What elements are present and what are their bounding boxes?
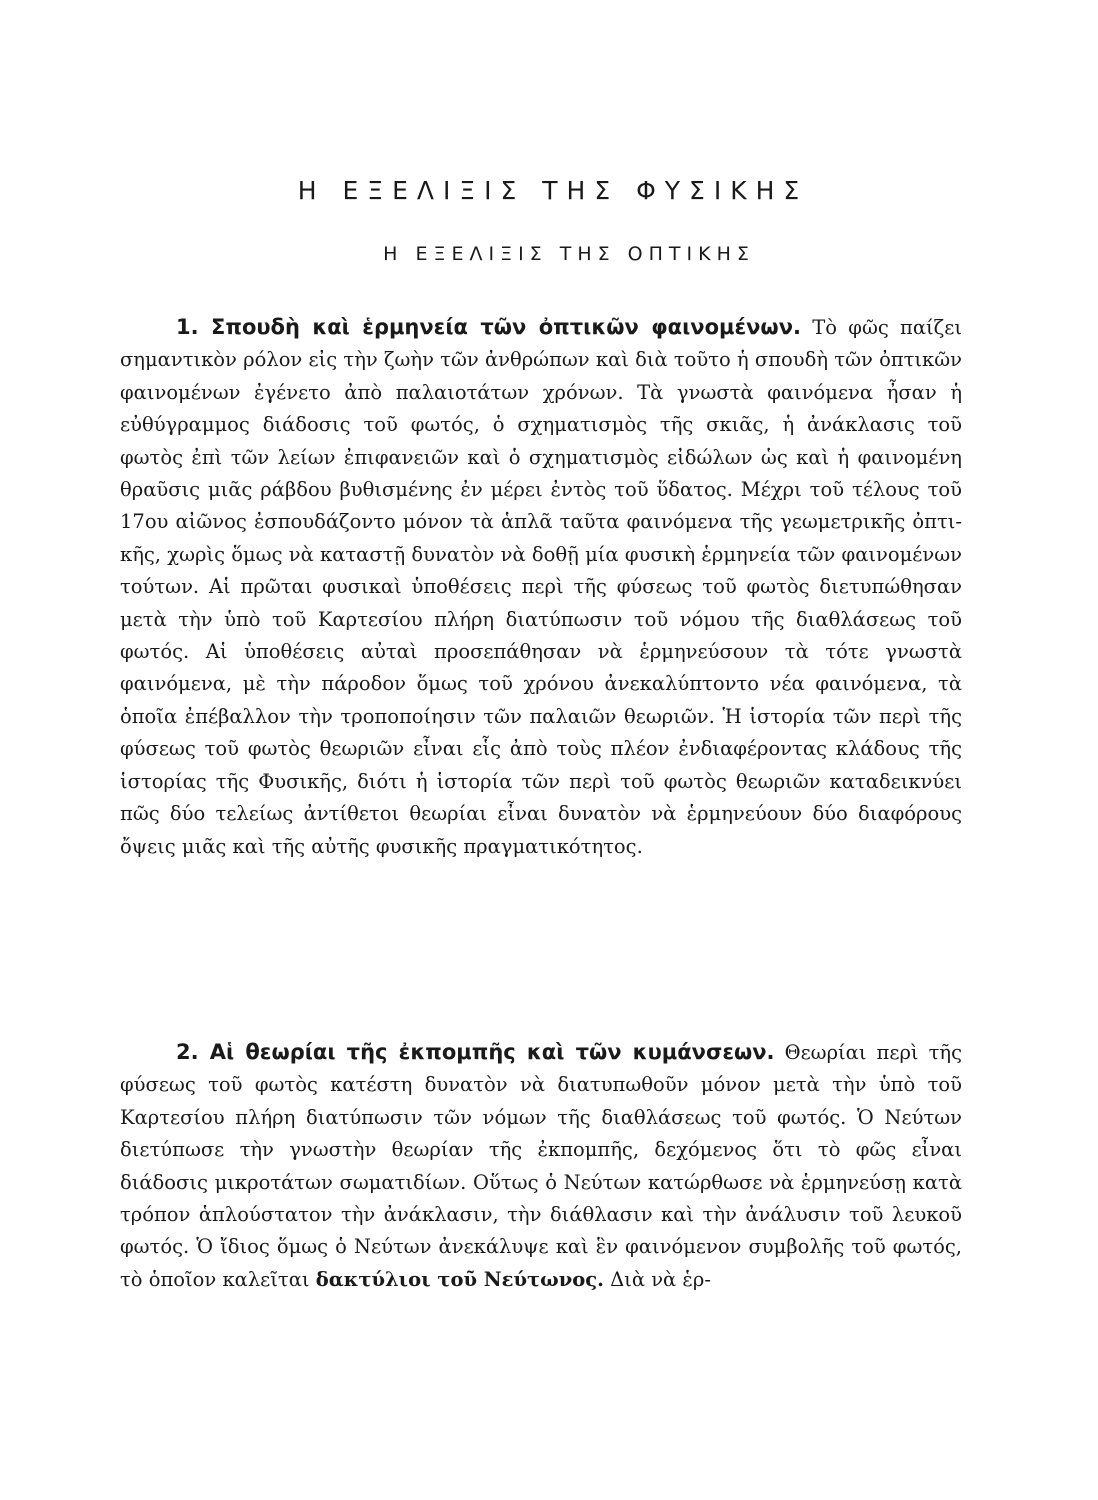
page-title: Η ΕΞΕΛΙΞΙΣ ΤΗΣ ΦΥΣΙΚΗΣ <box>297 176 809 205</box>
section-2-text-b: Διὰ νὰ ἑρ- <box>603 1267 711 1291</box>
section-2-bold-term: δακτύλιοι τοῦ Νεύτωνος. <box>315 1267 604 1291</box>
section-2-heading: 2. Αἱ θεωρίαι τῆς ἐκπομπῆς καὶ τῶν κυμάνσεων. <box>176 1040 775 1064</box>
section-1-heading: 1. Σπουδὴ καὶ ἑρμηνεία τῶν ὀπτικῶν φαινομένων. <box>176 315 801 339</box>
section-1-text: Τὸ φῶς παίζει σημαντικὸν ρόλον εἰς τὴν ζωὴν τῶν ἀνθρώπων καὶ διὰ τοῦτο ἡ σπουδὴ τῶν ὀπτικῶν φαινομένων ἐγένετο ἀπὸ παλαιοτάτων χρόνων. Τὰ γνωστὰ φαινόμενα ἦσαν ἡ εὐθύγραμμος διάδοσις τοῦ φωτός, ὁ σχηματισμὸς τῆς σκιᾶς, ἡ ἀνάκλασις τοῦ φωτὸς ἐπὶ τῶν λείων ἐπιφανειῶν καὶ ὁ σχηματισμὸς εἰδώλων ὡς καὶ ἡ φαινομένη θραῦσις μιᾶς ράβδου βυθισμένης ἐν μέρει ἐντὸς τοῦ ὕδατος. Μέχρι τοῦ τέλους τοῦ 17ου αἰῶνος ἐσπουδάζοντο μόνον τὰ ἁπλᾶ ταῦτα φαινόμενα τῆς γεωμετρικῆς ὀπτικῆς, χωρὶς ὅμως νὰ καταστῇ δυνατὸν νὰ δοθῇ μία φυσικὴ ἑρμηνεία τῶν φαινομένων τούτων. Αἱ πρῶται φυσικαὶ ὑποθέσεις περὶ τῆς φύσεως τοῦ φωτὸς διετυπώθησαν μετὰ τὴν ὑπὸ τοῦ Καρτεσίου πλήρη διατύπωσιν τοῦ νόμου τῆς διαθλάσεως τοῦ φωτός. Αἱ ὑποθέσεις αὐταὶ προσεπάθησαν νὰ ἑρμηνεύσουν τὰ τότε γνωστὰ φαινόμενα, μὲ τὴν πάροδον ὅμως τοῦ χρόνου ἀνεκαλύπτοντο νέα φαινόμενα, τὰ ὁποῖα ἐπέβαλλον τὴν τροποποίησιν τῶν παλαιῶν θεωριῶν. Ἡ ἱστορία τῶν περὶ τῆς φύσεως τοῦ φωτὸς θεωριῶν εἶναι εἷς ἀπὸ τοὺς πλέον ἐνδιαφέροντας κλάδους τῆς ἱστορίας τῆς Φυσικῆς, διότι ἡ ἱστορία τῶν περὶ τοῦ φωτὸς θεωριῶν καταδεικνύει πῶς δύο τελείως ἀντίθετοι θεωρίαι εἶναι δυνατὸν νὰ ἑρμηνεύουν δύο διαφόρους ὄψεις μιᾶς καὶ τῆς αὐτῆς φυσικῆς πραγματικότητος. <box>120 316 963 858</box>
section-2-text-a: Θεωρίαι περὶ τῆς φύσεως τοῦ φωτὸς κατέστη δυνατὸν νὰ διατυπωθοῦν μόνον μετὰ τὴν ὑπὸ τοῦ Καρτεσίου πλήρη διατύπωσιν τῶν νόμων τῆς διαθλάσεως τοῦ φωτός. Ὁ Νεύτων διετύπωσε τὴν γνωστὴν θεωρίαν τῆς ἐκπομπῆς, δεχόμενος ὅτι τὸ φῶς εἶναι διάδοσις μικροτάτων σωματιδίων. Οὕτως ὁ Νεύτων κατώρθωσε νὰ ἑρμηνεύσῃ κατὰ τρόπον ἁπλούστατον τὴν ἀνάκλασιν, τὴν διάθλασιν καὶ τὴν ἀνάλυσιν τοῦ λευκοῦ φωτός. Ὁ ἴδιος ὅμως ὁ Νεύτων ἀνεκάλυψε καὶ ἓν φαινόμενον συμβολῆς τοῦ φωτός, τὸ ὁποῖον καλεῖται <box>120 1041 962 1291</box>
section-2-paragraph <box>120 1036 962 1296</box>
section-1-paragraph <box>120 311 962 863</box>
chapter-title: Η ΕΞΕΛΙΞΙΣ ΤΗΣ ΟΠΤΙΚΗΣ <box>383 243 755 265</box>
